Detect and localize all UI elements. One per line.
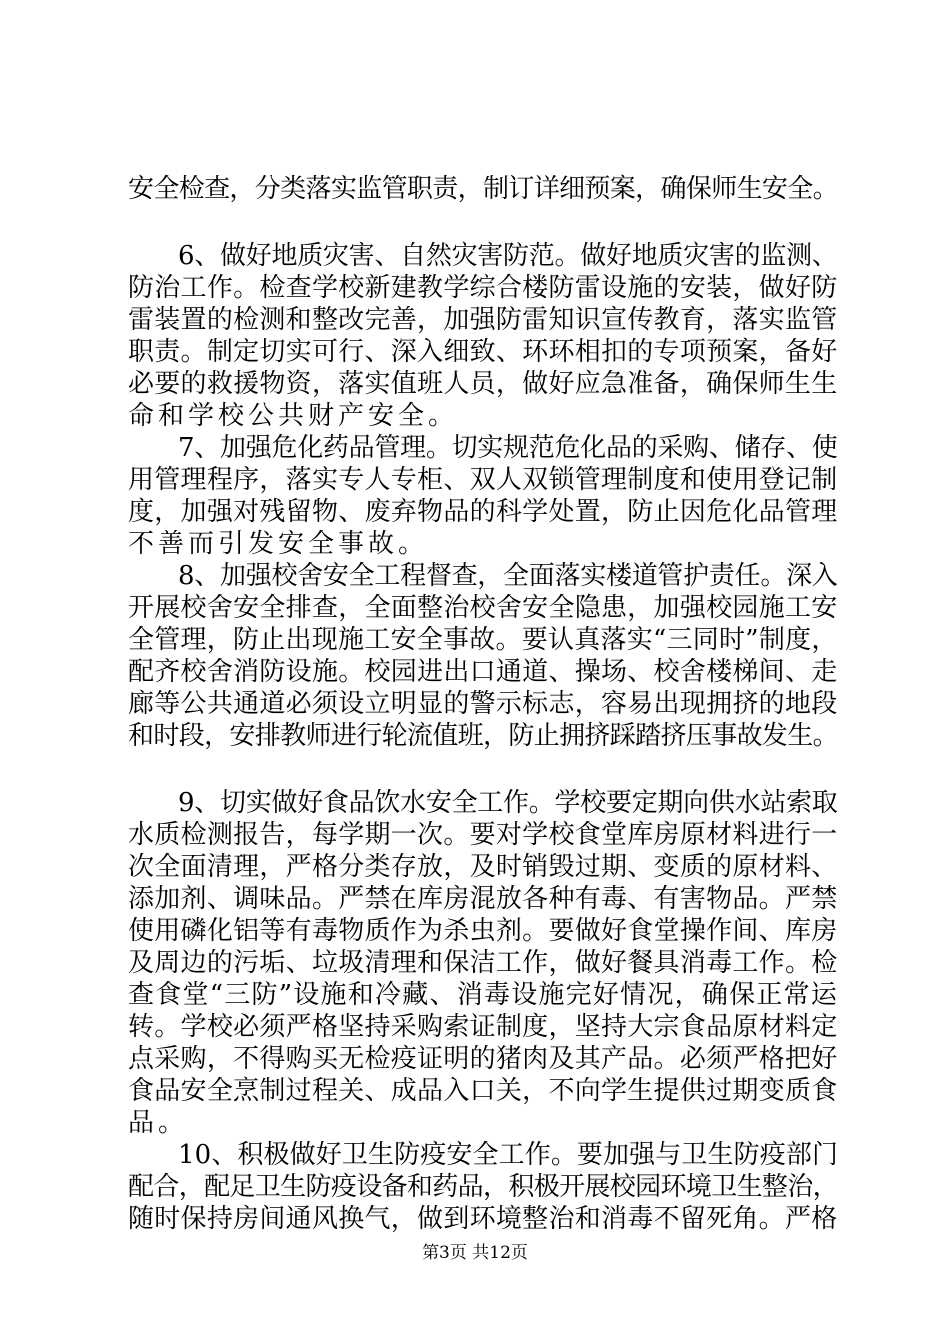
text-line: 及周边的污垢、垃圾清理和保洁工作，做好餐具消毒工作。检	[128, 948, 838, 978]
paragraph-7-first-line: 7、加强危化药品管理。切实规范危化品的采购、储存、使	[178, 433, 838, 463]
text-line: 廊等公共通道必须设立明显的警示标志，容易出现拥挤的地段	[128, 689, 838, 719]
text-line: 度，加强对残留物、废弃物品的科学处置，防止因危化品管理	[128, 497, 838, 527]
text-line: 查食堂“三防”设施和冷藏、消毒设施完好情况，确保正常运	[128, 980, 839, 1010]
text-line: 随时保持房间通风换气，做到环境整治和消毒不留死角。严格	[128, 1204, 838, 1234]
paragraph-9-first-line: 9、切实做好食品饮水安全工作。学校要定期向供水站索取	[178, 788, 838, 818]
text-line: 食品安全烹制过程关、成品入口关，不向学生提供过期变质食	[128, 1076, 838, 1106]
text-line: 安全检查，分类落实监管职责，制订详细预案，确保师生安全。	[128, 174, 839, 204]
paragraph-6-first-line: 6、做好地质灾害、自然灾害防范。做好地质灾害的监测、	[178, 241, 838, 271]
text-line: 雷装置的检测和整改完善，加强防雷知识宣传教育，落实监管	[128, 305, 838, 335]
text-line: 全管理，防止出现施工安全事故。要认真落实“三同时”制度，	[128, 625, 838, 655]
text-line: 品。	[128, 1108, 189, 1138]
page-number-footer: 第3页 共12页	[422, 1243, 528, 1263]
text-line: 配合，配足卫生防疫设备和药品，积极开展校园环境卫生整治，	[128, 1172, 839, 1202]
paragraph-8-first-line: 8、加强校舍安全工程督查，全面落实楼道管护责任。深入	[178, 561, 838, 591]
text-line: 防治工作。检查学校新建教学综合楼防雷设施的安装，做好防	[128, 273, 838, 303]
text-line: 职责。制定切实可行、深入细致、环环相扣的专项预案，备好	[128, 337, 838, 367]
text-line: 使用磷化铝等有毒物质作为杀虫剂。要做好食堂操作间、库房	[128, 916, 838, 946]
text-line: 和时段，安排教师进行轮流值班，防止拥挤踩踏挤压事故发生。	[128, 721, 839, 751]
text-line: 不善而引发安全事故。	[128, 529, 429, 559]
text-line: 命和学校公共财产安全。	[128, 401, 459, 431]
text-line: 配齐校舍消防设施。校园进出口通道、操场、校舍楼梯间、走	[128, 657, 838, 687]
text-line: 点采购，不得购买无检疫证明的猪肉及其产品。必须严格把好	[128, 1044, 838, 1074]
text-line: 转。学校必须严格坚持采购索证制度，坚持大宗食品原材料定	[128, 1012, 838, 1042]
text-line: 必要的救援物资，落实值班人员，做好应急准备，确保师生生	[128, 369, 838, 399]
text-line: 水质检测报告，每学期一次。要对学校食堂库房原材料进行一	[128, 820, 838, 850]
text-line: 开展校舍安全排查，全面整治校舍安全隐患，加强校园施工安	[128, 593, 838, 623]
paragraph-10-first-line: 10、积极做好卫生防疫安全工作。要加强与卫生防疫部门	[178, 1140, 839, 1170]
text-line: 用管理程序，落实专人专柜、双人双锁管理制度和使用登记制	[128, 465, 838, 495]
text-line: 次全面清理，严格分类存放，及时销毁过期、变质的原材料、	[128, 852, 838, 882]
text-line: 添加剂、调味品。严禁在库房混放各种有毒、有害物品。严禁	[128, 884, 838, 914]
